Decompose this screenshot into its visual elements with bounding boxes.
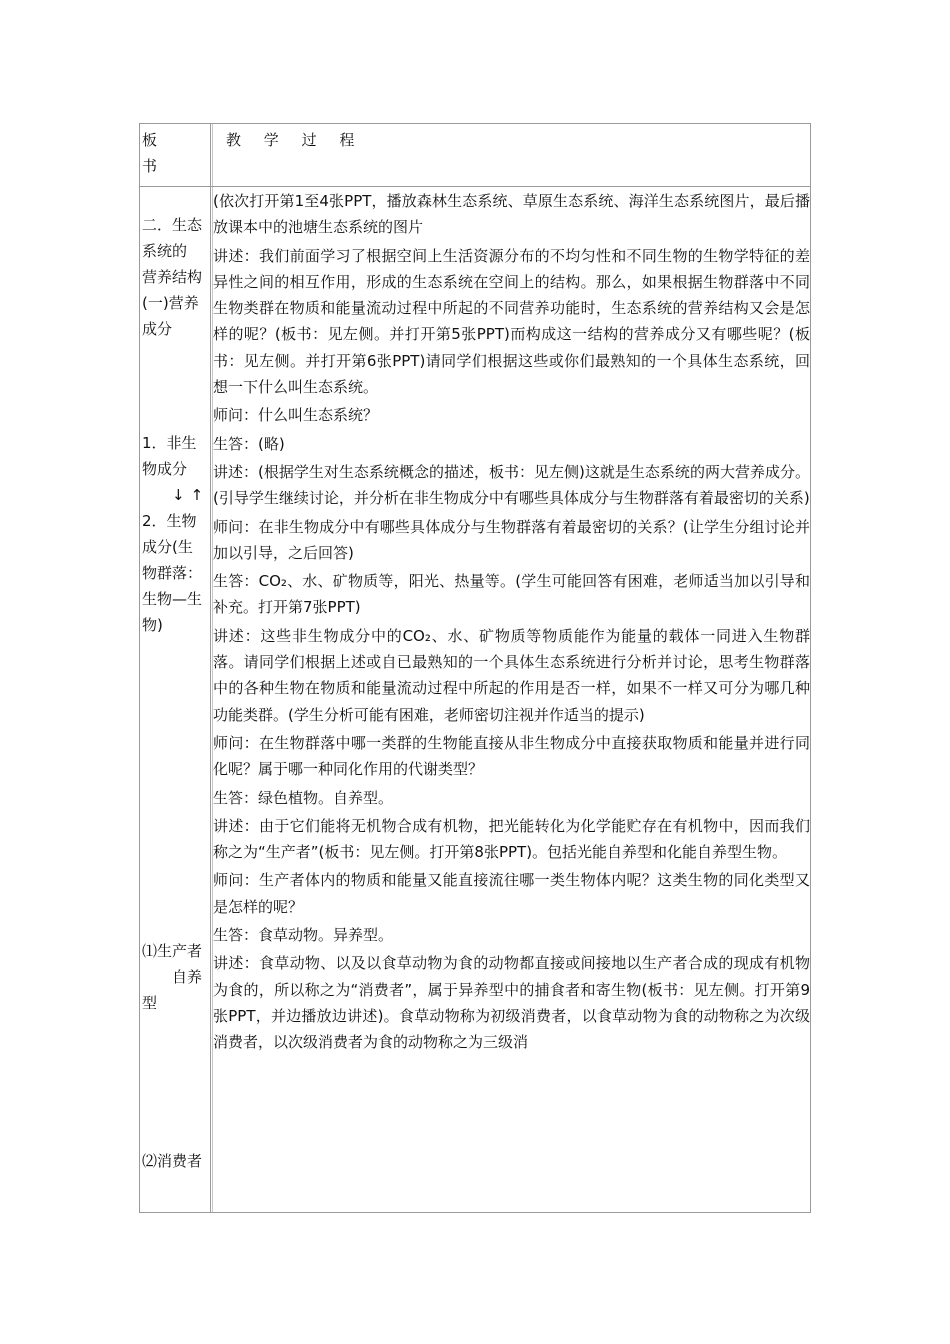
outline-consumer — [142, 1148, 208, 1174]
outline-line: 二．生态 — [142, 216, 203, 234]
header-char: 教 — [226, 131, 242, 149]
column-divider — [210, 124, 211, 1212]
arrows-icon: ↓↑ — [172, 486, 210, 504]
table-header-row — [140, 124, 810, 187]
outline-line: 生物—生 — [142, 590, 203, 608]
process-paragraph: 讲述：食草动物、以及以食草动物为食的动物都直接或间接地以生产者合成的现成有机物为食的，所以称之为“消费者”，属于异养型中的捕食者和寄生物(板书：见左侧。打开第9张PPT，并边播放边讲述)。食草动物称为初级消费者，以食草动物为食的动物称之为次级消费者，以次级消费者为食的动物称之为三级消 — [213, 954, 810, 1052]
outline-line: ⑵消费者 — [142, 1152, 203, 1170]
header-left-line: 板 — [142, 131, 158, 149]
process-paragraph: 讲述：我们前面学习了根据空间上生活资源分布的不均匀性和不同生物的生物学特征的差异性之间的相互作用，形成的生态系统在空间上的结构。那么，如果根据生物群落中不同生物类群在物质和能量流动过程中所起的不同营养功能时，生态系统的营养结构又会是怎样的呢？(板书：见左侧。并打开第5张PPT)而构成这一结构的营养成分又有哪些呢？(板书：见左侧。并打开第6张PPT)请同学们根据这些或你们最熟知的一个具体生态系统，回想一下什么叫生态系统。 — [213, 246, 810, 397]
outline-line: 2．生物 — [142, 512, 197, 530]
header-char: 程 — [339, 131, 355, 149]
process-paragraph: 师问：在生物群落中哪一类群的生物能直接从非生物成分中直接获取物质和能量并进行同化呢？属于哪一种同化作用的代谢类型？ — [213, 733, 810, 779]
process-paragraph: 讲述：这些非生物成分中的CO₂、水、矿物质等物质能作为能量的载体一同进入生物群落。请同学们根据上述或自已最熟知的一个具体生态系统进行分析并讨论，思考生物群落中的各种生物在物质和能量流动过程中所起的作用是否一样，如果不一样又可分为哪几种功能类群。(学生分析可能有困难，老师密切注视并作适当的提示) — [213, 626, 810, 724]
outline-line: 型 — [142, 994, 158, 1012]
process-paragraph: 生答：绿色植物。自养型。 — [213, 788, 394, 807]
outline-producer — [142, 938, 208, 1016]
outline-heading-nutrition-structure — [142, 212, 208, 342]
outline-line: 1．非生 — [142, 434, 197, 452]
process-paragraph: 生答：(略) — [213, 434, 285, 453]
process-paragraph: 讲述：(根据学生对生态系统概念的描述，板书：见左侧)这就是生态系统的两大营养成分。(引导学生继续讨论，并分析在非生物成分中有哪些具体成分与生物群落有着最密切的关系) — [213, 462, 810, 508]
header-process-label — [226, 127, 372, 153]
header-blackboard-label — [142, 127, 206, 179]
header-char: 学 — [263, 131, 279, 149]
process-paragraph: 师问：什么叫生态系统？ — [213, 406, 379, 425]
outline-biotic — [142, 508, 208, 638]
process-paragraph: 生答：CO₂、水、矿物质等，阳光、热量等。(学生可能回答有困难，老师适当加以引导和补充。打开第7张PPT) — [213, 572, 810, 617]
outline-line: 成分 — [142, 320, 173, 338]
outline-line: 营养结构 — [142, 268, 203, 286]
outline-line: (一)营养 — [142, 294, 199, 312]
process-paragraph: 师问：在非生物成分中有哪些具体成分与生物群落有着最密切的关系？(让学生分组讨论并加以引导，之后回答) — [213, 517, 810, 562]
outline-abiotic — [142, 430, 208, 508]
outline-line: 物群落： — [142, 564, 203, 582]
outline-line: ⑴生产者 — [142, 942, 203, 960]
process-paragraph: 生答：食草动物。异养型。 — [213, 926, 394, 945]
outline-line: 成分(生 — [142, 538, 193, 556]
lesson-table — [139, 123, 811, 1213]
outline-line: 物) — [142, 616, 163, 634]
outline-line: 自养 — [142, 968, 203, 986]
process-paragraph: 师问：生产者体内的物质和能量又能直接流往哪一类生物体内呢？这类生物的同化类型又是怎样的呢？ — [213, 871, 810, 916]
outline-line: 系统的 — [142, 242, 188, 260]
process-paragraph: (依次打开第1至4张PPT，播放森林生态系统、草原生态系统、海洋生态系统图片，最后播放课本中的池塘生态系统的图片 — [213, 192, 810, 237]
outline-line: 物成分 — [142, 460, 188, 478]
header-char: 过 — [301, 131, 317, 149]
teaching-process-column — [213, 188, 810, 1058]
process-paragraph: 讲述：由于它们能将无机物合成有机物，把光能转化为化学能贮存在有机物中，因而我们称之为“生产者”(板书：见左侧。打开第8张PPT)。包括光能自养型和化能自养型生物。 — [213, 816, 810, 862]
header-left-line: 书 — [142, 157, 158, 175]
